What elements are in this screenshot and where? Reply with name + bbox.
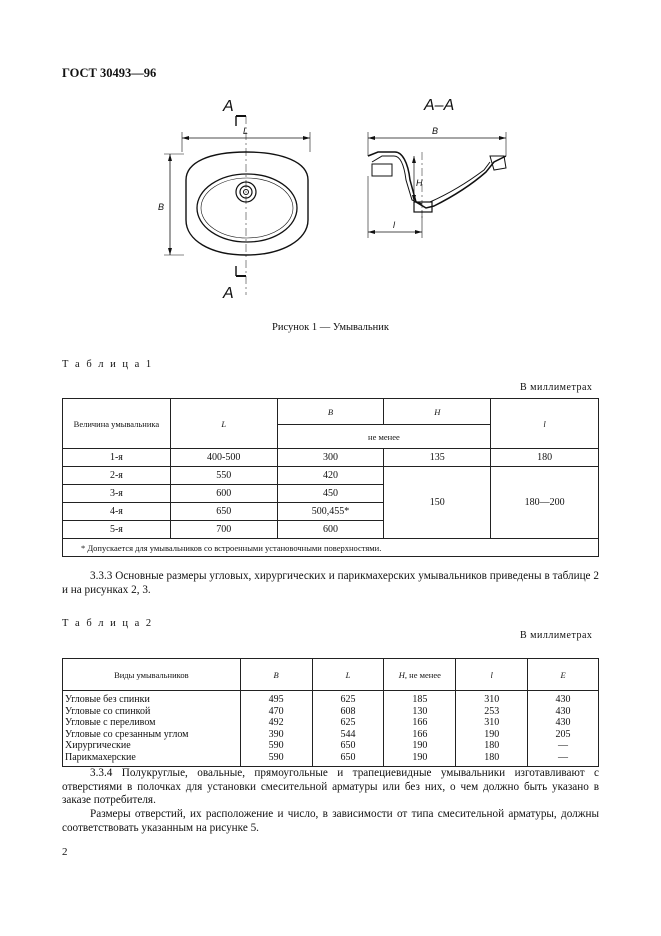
table-cell: 590 bbox=[268, 751, 284, 763]
table-cell: Угловые со спинкой bbox=[65, 705, 151, 717]
table-cell: Парикмахерские bbox=[65, 751, 136, 763]
table-cell: 430 bbox=[555, 694, 571, 705]
section-mark-top: A bbox=[223, 98, 234, 115]
table-1 bbox=[62, 398, 599, 557]
table-cell: 190 bbox=[412, 751, 428, 763]
section-mark-bottom: A bbox=[223, 285, 234, 302]
table-cell: 185 bbox=[412, 694, 428, 705]
table-cell: 253 bbox=[484, 705, 500, 717]
cell: 700 bbox=[170, 521, 277, 539]
cell: 2-я bbox=[63, 467, 171, 485]
table1-label: Т а б л и ц а 1 bbox=[62, 359, 154, 370]
table-cell: 492 bbox=[268, 717, 284, 729]
table1-footnote: * Допускается для умывальников со встроенными установочными поверхностями. bbox=[63, 539, 599, 557]
table-cell: 430 bbox=[555, 705, 571, 717]
l-column bbox=[456, 691, 528, 767]
table-cell: — bbox=[558, 751, 569, 763]
cell: 4-я bbox=[63, 503, 171, 521]
cell: 550 bbox=[170, 467, 277, 485]
paragraph-3-3-4: 3.3.4 Полукруглые, овальные, прямоугольные и трапециевидные умывальники изготавливают с отверстиями в полочках для установки смесительной арматуры или без них, о чем должно быть указано в заказе потребителя. bbox=[62, 767, 599, 807]
header-l: l bbox=[491, 399, 599, 449]
header-H-suffix: , не менее bbox=[404, 669, 441, 680]
header-type: Виды умывальников bbox=[63, 659, 241, 691]
cell: 600 bbox=[277, 521, 384, 539]
cell: 420 bbox=[277, 467, 384, 485]
cell: 650 bbox=[170, 503, 277, 521]
header-H: H bbox=[384, 399, 491, 425]
header-E: E bbox=[528, 659, 599, 691]
header-l: l bbox=[456, 659, 528, 691]
table-body bbox=[63, 691, 599, 767]
document-code: ГОСТ 30493—96 bbox=[62, 66, 157, 80]
table2-label: Т а б л и ц а 2 bbox=[62, 618, 154, 629]
paragraph-3-3-4-continued: Размеры отверстий, их расположение и число, в зависимости от типа смесительной арматуры, должны соответствовать указанным на рисунке 5. bbox=[62, 808, 599, 834]
dim-B-plan-label: B bbox=[158, 202, 165, 212]
dim-H-label: H bbox=[416, 178, 423, 188]
table-cell: 390 bbox=[268, 728, 284, 740]
cell: 500,455* bbox=[277, 503, 384, 521]
washbasin-drawing bbox=[150, 90, 530, 305]
table-cell: Угловые без спинки bbox=[65, 694, 150, 705]
cell: 3-я bbox=[63, 485, 171, 503]
table-cell: 166 bbox=[412, 717, 428, 729]
header-B: B bbox=[240, 659, 312, 691]
B-column bbox=[240, 691, 312, 767]
cell: 180 bbox=[491, 449, 599, 467]
table-cell: 650 bbox=[340, 740, 356, 752]
table-2 bbox=[62, 658, 599, 767]
page-number: 2 bbox=[62, 846, 68, 858]
table-cell: 130 bbox=[412, 705, 428, 717]
table-cell: — bbox=[558, 740, 569, 752]
merged-H: 150 bbox=[384, 467, 491, 539]
header-min: не менее bbox=[277, 425, 491, 449]
header-L: L bbox=[312, 659, 384, 691]
cell: 135 bbox=[384, 449, 491, 467]
table-cell: 430 bbox=[555, 717, 571, 729]
paragraph-3-3-3: 3.3.3 Основные размеры угловых, хирургических и парикмахерских умывальников приведены в таблице 2 и на рисунках 2, 3. bbox=[62, 570, 599, 596]
table-cell: Угловые со срезанным углом bbox=[65, 728, 189, 740]
table-cell: 166 bbox=[412, 728, 428, 740]
table-cell: 190 bbox=[412, 740, 428, 752]
table-cell: 180 bbox=[484, 740, 500, 752]
dim-B-section-label: B bbox=[432, 126, 439, 136]
header-H-letter: H bbox=[398, 669, 405, 680]
dim-L-label: L bbox=[243, 126, 249, 136]
dim-l-label: l bbox=[393, 220, 395, 230]
table-cell: 650 bbox=[340, 751, 356, 763]
table-cell: 625 bbox=[340, 694, 356, 705]
header-B: B bbox=[277, 399, 384, 425]
header-size: Величина умывальника bbox=[63, 399, 171, 449]
table-cell: Хирургические bbox=[65, 740, 131, 752]
table-cell: 190 bbox=[484, 728, 500, 740]
table-cell: Угловые с переливом bbox=[65, 717, 156, 729]
table-cell: 470 bbox=[268, 705, 284, 717]
cell: 5-я bbox=[63, 521, 171, 539]
type-column bbox=[63, 691, 241, 767]
table-cell: 180 bbox=[484, 751, 500, 763]
header-L: L bbox=[170, 399, 277, 449]
merged-l: 180—200 bbox=[491, 467, 599, 539]
table1-units: В миллиметрах bbox=[520, 382, 593, 393]
cell: 600 bbox=[170, 485, 277, 503]
table-cell: 310 bbox=[484, 694, 500, 705]
header-H bbox=[384, 659, 456, 691]
table-cell: 310 bbox=[484, 717, 500, 729]
cell: 300 bbox=[277, 449, 384, 467]
H-column bbox=[384, 691, 456, 767]
L-column bbox=[312, 691, 384, 767]
table-cell: 625 bbox=[340, 717, 356, 729]
figure-caption: Рисунок 1 — Умывальник bbox=[272, 322, 389, 333]
section-title: A–A bbox=[424, 97, 455, 114]
table-cell: 205 bbox=[555, 728, 571, 740]
table-row bbox=[63, 467, 599, 485]
table-cell: 608 bbox=[340, 705, 356, 717]
table-cell: 495 bbox=[268, 694, 284, 705]
table-cell: 544 bbox=[340, 728, 356, 740]
cell: 400-500 bbox=[170, 449, 277, 467]
E-column bbox=[528, 691, 599, 767]
table-cell: 590 bbox=[268, 740, 284, 752]
table-row bbox=[63, 449, 599, 467]
cell: 450 bbox=[277, 485, 384, 503]
table2-units: В миллиметрах bbox=[520, 630, 593, 641]
cell: 1-я bbox=[63, 449, 171, 467]
